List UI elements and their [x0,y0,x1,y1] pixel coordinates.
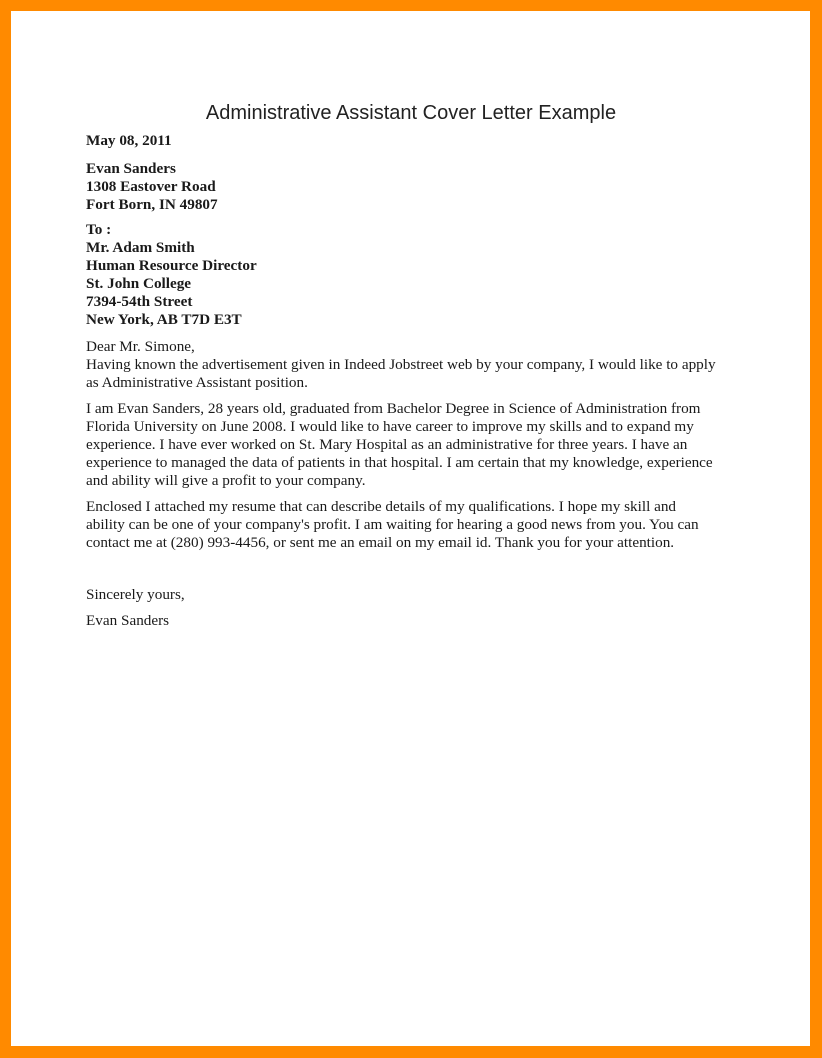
paragraph1-line: as Administrative Assistant position. [86,374,308,391]
sender-city: Fort Born, IN 49807 [86,196,218,213]
sender-street: 1308 Eastover Road [86,178,216,195]
recipient-company: St. John College [86,275,192,292]
sender-name: Evan Sanders [86,160,176,177]
paragraph1-line: Having known the advertisement given in Indeed Jobstreet web by your company, I would like to apply [86,356,716,373]
paragraph2-line: and ability will give a profit to your company. [86,472,366,489]
salutation: Dear Mr. Simone, [86,338,195,355]
letter-date: May 08, 2011 [86,132,172,149]
recipient-street: 7394-54th Street [86,293,193,310]
recipient-name: Mr. Adam Smith [86,239,195,256]
closing: Sincerely yours, [86,586,185,603]
paragraph2-line: Florida University on June 2008. I would like to have career to improve my skills and to expand my [86,418,694,435]
recipient-title: Human Resource Director [86,257,257,274]
paragraph2-line: I am Evan Sanders, 28 years old, graduated from Bachelor Degree in Science of Administration from [86,400,701,417]
signature: Evan Sanders [86,612,170,629]
to-label: To : [86,221,112,238]
paragraph3-line: ability can be one of your company's profit. I am waiting for hearing a good news from you. You can [86,516,699,533]
paragraph3-line: contact me at (280) 993-4456, or sent me an email on my email id. Thank you for your attention. [86,534,675,551]
recipient-city: New York, AB T7D E3T [86,311,242,328]
document-title: Administrative Assistant Cover Letter Example [205,102,617,124]
paragraph3-line: Enclosed I attached my resume that can describe details of my qualifications. I hope my skill and [86,498,677,515]
paragraph2-line: experience. I have ever worked on St. Mary Hospital as an administrative for three years. I have an [86,436,688,453]
paragraph2-line: experience to managed the data of patients in that hospital. I am certain that my knowledge, experience [86,454,713,471]
